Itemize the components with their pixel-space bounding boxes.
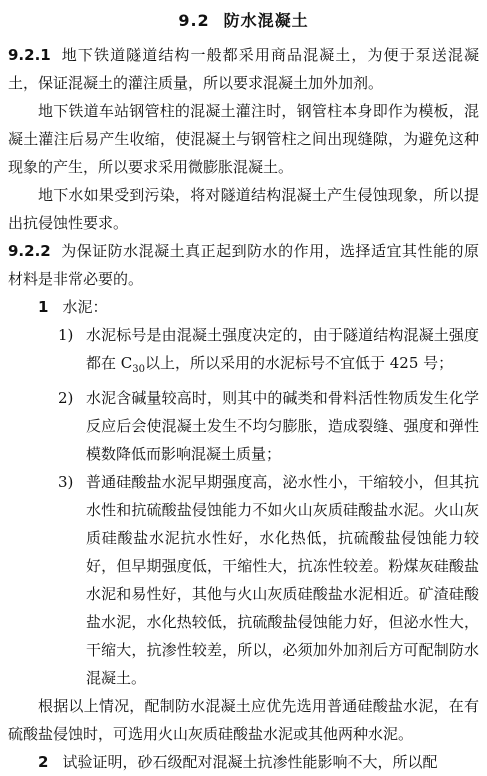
subitem-text: 普通硅酸盐水泥早期强度高，泌水性小，干缩较小，但其抗水性和抗硫酸盐侵蚀能力不如火山灰质硅酸盐水泥。火山灰质硅酸盐水泥抗水性好，水化热低，抗硫酸盐侵蚀能力较好，但早期强度低，干缩性大，抗冻性较差。粉煤灰硅酸盐水泥和易性好，其他与火山灰质硅酸盐水泥相近。矿渣硅酸盐水泥，水化热较低，抗硫酸盐侵蚀能力好，但泌水性大，干缩大，抗渗性较差，所以，必须加外加剂后方可配制防水混凝土。 <box>86 473 479 687</box>
clause-number: 9.2.2 <box>8 242 51 260</box>
subitem-marker: 3) <box>58 473 74 491</box>
item-1-heading <box>8 293 479 321</box>
section-heading <box>8 8 479 31</box>
item-2 <box>8 748 479 776</box>
subitem-1 <box>8 321 479 384</box>
paragraph-text: 地下铁道隧道结构一般都采用商品混凝土，为便于泵送混凝土，保证混凝土的灌注质量，所以要求混凝土加外加剂。 <box>8 46 479 92</box>
item-text: 试验证明，砂石级配对混凝土抗渗性能影响不大，所以配 <box>62 753 438 771</box>
summary-paragraph: 根据以上情况，配制防水混凝土应优先选用普通硅酸盐水泥，在有硫酸盐侵蚀时，可选用火山灰质硅酸盐水泥或其他两种水泥。 <box>8 697 479 743</box>
grade-subscript: 30 <box>132 364 145 375</box>
subitem-text: 水泥标号是由混凝土强度决定的，由于隧道结构混凝土强度都在 C <box>86 326 479 372</box>
subitem-marker: 2) <box>58 389 74 407</box>
item-number: 2 <box>38 753 49 771</box>
section-number: 9.2 <box>178 11 210 30</box>
item-number: 1 <box>38 298 49 316</box>
subitem-text-cont: 以上，所以采用的水泥标号不宜低于 425 号； <box>144 354 454 372</box>
clause-9-2-1-paragraph-2: 地下铁道车站钢管柱的混凝土灌注时，钢管柱本身即作为模板，混凝土灌注后易产生收缩，使混凝土与钢管柱之间出现缝隙，为避免这种现象的产生，所以要求采用微膨胀混凝土。 <box>8 102 479 176</box>
subitem-text: 水泥含碱量较高时，则其中的碱类和骨料活性物质发生化学反应后会使混凝土发生不均匀膨胀，造成裂缝、强度和弹性模数降低而影响混凝土质量； <box>86 389 479 463</box>
subitem-marker: 1) <box>58 326 74 344</box>
clause-number: 9.2.1 <box>8 46 51 64</box>
subitem-3 <box>8 468 479 692</box>
section-title: 防水混凝土 <box>223 11 309 30</box>
clause-9-2-2-intro <box>8 237 479 293</box>
subitem-2 <box>8 384 479 468</box>
item-label: 水泥： <box>62 298 108 316</box>
paragraph-text: 为保证防水混凝土真正起到防水的作用，选择适宜其性能的原材料是非常必要的。 <box>8 242 479 288</box>
clause-9-2-1-paragraph-3: 地下水如果受到污染，将对隧道结构混凝土产生侵蚀现象，所以提出抗侵蚀性要求。 <box>8 186 479 232</box>
clause-9-2-1-paragraph-1 <box>8 41 479 97</box>
